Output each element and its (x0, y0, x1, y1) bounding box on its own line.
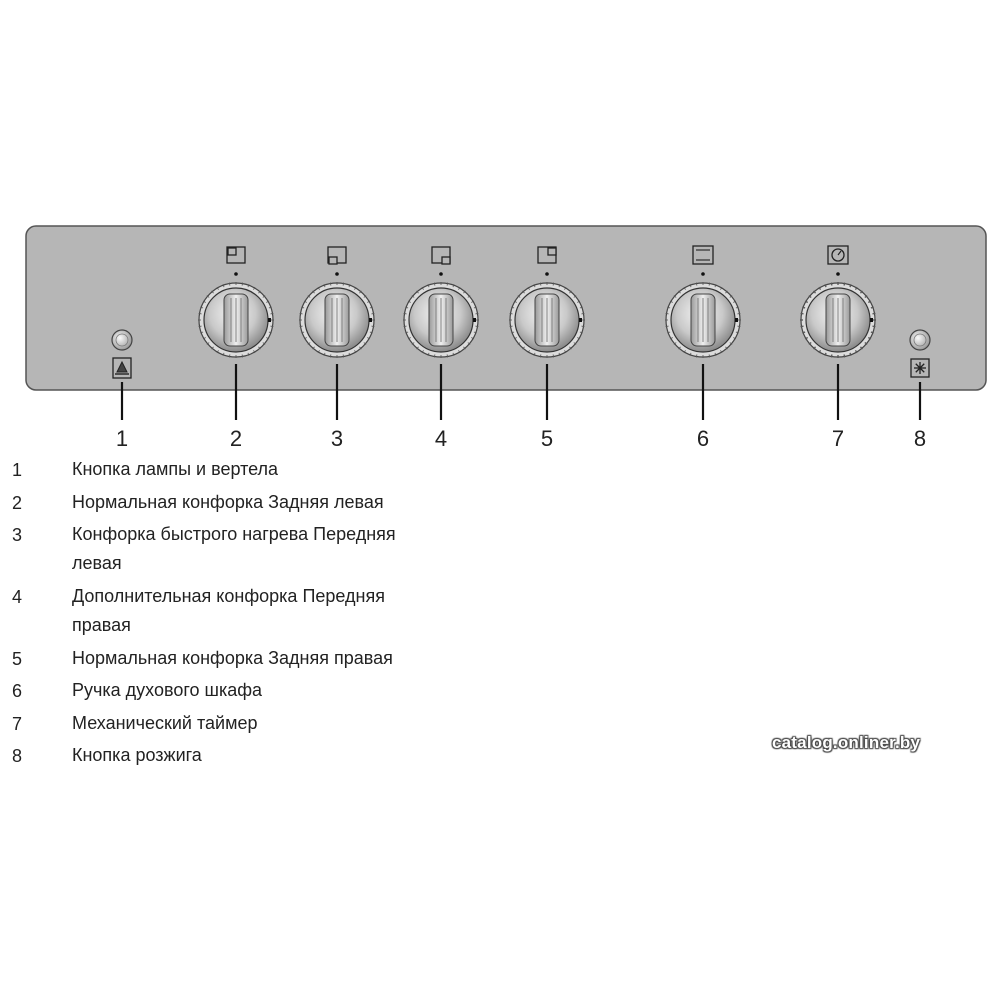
legend-text: Нормальная конфорка Задняя правая (72, 647, 393, 668)
legend-number: 7 (12, 713, 23, 734)
legend-text: Механический таймер (72, 712, 258, 733)
legend-text: Кнопка лампы и вертела (72, 459, 279, 479)
legend-number: 5 (12, 648, 23, 669)
legend-text: Кнопка розжига (72, 745, 202, 765)
legend-text: Ручка духового шкафа (72, 680, 263, 700)
legend-number: 6 (12, 681, 23, 701)
legend-number: 2 (12, 492, 23, 513)
legend-number: 8 (12, 746, 23, 766)
watermark: catalog.onliner.by (772, 733, 921, 752)
legend-text: Нормальная конфорка Задняя левая (72, 491, 384, 512)
legend-text: Дополнительная конфорка Передняя правая (72, 585, 385, 635)
callout-number: 8 (913, 426, 927, 451)
callout-number: 3 (330, 426, 344, 451)
callout-number: 1 (115, 426, 129, 451)
callout-number: 6 (696, 426, 710, 451)
callout-number: 4 (434, 426, 448, 451)
control-panel-drawing (0, 0, 1000, 460)
legend-text: Конфорка быстрого нагрева Передняя левая (72, 524, 396, 573)
callout-number: 2 (229, 426, 243, 451)
callout-number: 7 (831, 426, 845, 451)
legend-number: 3 (12, 525, 23, 545)
legend-number: 1 (12, 460, 23, 480)
callout-number: 5 (540, 426, 554, 451)
legend-number: 4 (12, 586, 23, 607)
